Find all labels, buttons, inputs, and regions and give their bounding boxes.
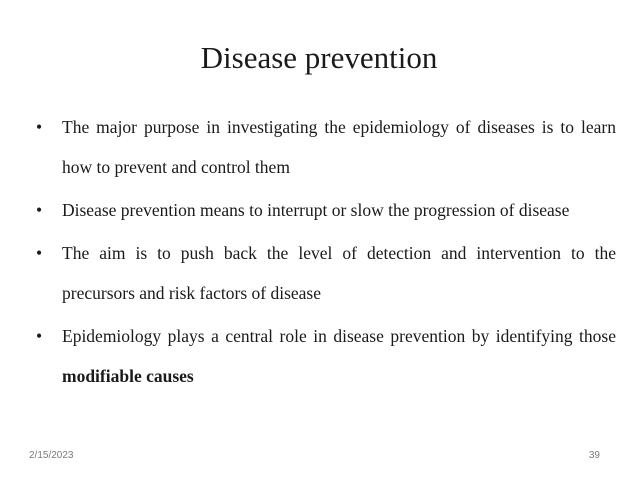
bullet-text: The aim is to push back the level of detection and intervention to the precursors and risk factors of disease: [62, 243, 616, 303]
bullet-text: [62, 316, 616, 396]
bullet-dot-icon: •: [36, 326, 43, 346]
bullet-text: Disease prevention means to interrupt or slow the progression of disease: [62, 200, 570, 220]
bullet-text-plain: Epidemiology plays a central role in disease prevention by identifying those: [62, 326, 616, 346]
bullet-text: The major purpose in investigating the epidemiology of diseases is to learn how to prevent and control them: [62, 117, 616, 177]
bullet-item: [36, 233, 616, 313]
footer-date: 2/15/2023: [29, 450, 74, 461]
bullet-dot-icon: •: [36, 243, 43, 263]
bullet-dot-icon: •: [36, 200, 43, 220]
bullet-item: [36, 190, 616, 230]
bullet-text-bold: modifiable causes: [62, 366, 194, 386]
bullet-dot-icon: •: [36, 117, 43, 137]
bullet-list: [36, 107, 616, 399]
footer-page-number: 39: [588, 450, 600, 461]
bullet-item: [36, 316, 616, 396]
bullet-item: [36, 107, 616, 187]
slide-title: Disease prevention: [200, 40, 438, 75]
